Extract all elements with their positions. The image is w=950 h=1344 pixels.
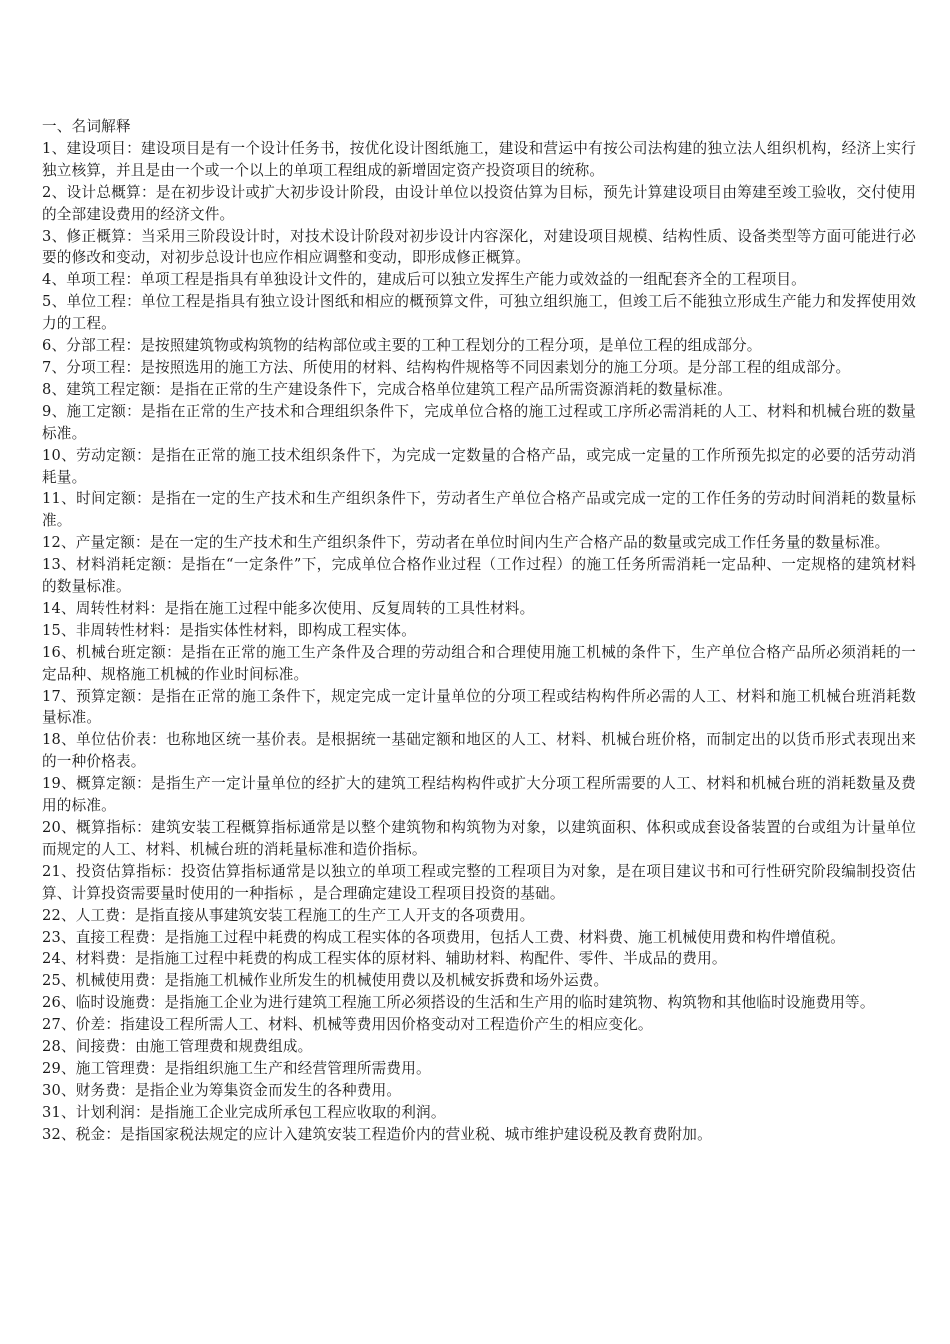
term-entry-9: 9、施工定额：是指在正常的生产技术和合理组织条件下，完成单位合格的施工过程或工序所必需消耗的人工、材料和机械台班的数量标准。 <box>42 402 916 442</box>
term-entry-4: 4、单项工程：单项工程是指具有单独设计文件的，建成后可以独立发挥生产能力或效益的一组配套齐全的工程项目。 <box>42 271 806 289</box>
term-entry-13: 13、材料消耗定额：是指在“一定条件”下，完成单位合格作业过程（工作过程）的施工任务所需消耗一定品种、一定规格的建筑材料的数量标准。 <box>42 556 916 596</box>
term-entry-32: 32、税金：是指国家税法规定的应计入建筑安装工程造价内的营业税、城市维护建设税及教育费附加。 <box>42 1125 712 1143</box>
term-entry-27: 27、价差：指建设工程所需人工、材料、机械等费用因价格变动对工程造价产生的相应变化。 <box>42 1016 653 1034</box>
term-entry-23: 23、直接工程费：是指施工过程中耗费的构成工程实体的各项费用，包括人工费、材料费、施工机械使用费和构件增值税。 <box>42 928 846 946</box>
term-entry-24: 24、材料费：是指施工过程中耗费的构成工程实体的原材料、辅助材料、构配件、零件、半成品的费用。 <box>42 950 727 968</box>
term-entry-30: 30、财务费：是指企业为筹集资金而发生的各种费用。 <box>42 1081 402 1099</box>
term-entry-19: 19、概算定额：是指生产一定计量单位的经扩大的建筑工程结构构件或扩大分项工程所需要的人工、材料和机械台班的消耗数量及费用的标准。 <box>42 775 916 815</box>
term-entry-22: 22、人工费：是指直接从事建筑安装工程施工的生产工人开支的各项费用。 <box>42 906 535 924</box>
term-entry-5: 5、单位工程：单位工程是指具有独立设计图纸和相应的概预算文件，可独立组织施工，但竣工后不能独立形成生产能力和发挥使用效力的工程。 <box>42 293 916 333</box>
term-entry-2: 2、设计总概算：是在初步设计或扩大初步设计阶段，由设计单位以投资估算为目标，预先计算建设项目由筹建至竣工验收，交付使用的全部建设费用的经济文件。 <box>42 183 916 223</box>
term-entry-26: 26、临时设施费：是指施工企业为进行建筑工程施工所必须搭设的生活和生产用的临时建筑物、构筑物和其他临时设施费用等。 <box>42 994 875 1012</box>
term-entry-3: 3、修正概算：当采用三阶段设计时，对技术设计阶段对初步设计内容深化，对建设项目规模、结构性质、设备类型等方面可能进行必要的修改和变动，对初步总设计也应作相应调整和变动，即形成修正概算。 <box>42 227 916 267</box>
term-entry-14: 14、周转性材料：是指在施工过程中能多次使用、反复周转的工具性材料。 <box>42 599 535 617</box>
term-entry-20: 20、概算指标：建筑安装工程概算指标通常是以整个建筑物和构筑物为对象，以建筑面积、体积或成套设备装置的台或组为计量单位而规定的人工、材料、机械台班的消耗量标准和造价指标。 <box>42 819 916 858</box>
term-entry-25: 25、机械使用费：是指施工机械作业所发生的机械使用费以及机械安拆费和场外运费。 <box>42 972 609 990</box>
term-entry-6: 6、分部工程：是按照建筑物或构筑物的结构部位或主要的工种工程划分的工程分项，是单位工程的组成部分。 <box>42 337 762 355</box>
term-entry-31: 31、计划利润：是指施工企业完成所承包工程应收取的利润。 <box>42 1103 446 1121</box>
document-page <box>42 116 916 1146</box>
term-entry-1: 1、建设项目：建设项目是有一个设计任务书，按优化设计图纸施工，建设和营运中有按公司法构建的独立法人组织机构，经济上实行独立核算，并且是由一个或一个以上的单项工程组成的新增固定资产投资项目的统称。 <box>42 139 916 179</box>
term-entry-16: 16、机械台班定额：是指在正常的施工生产条件及合理的劳动组合和合理使用施工机械的条件下，生产单位合格产品所必须消耗的一定品种、规格施工机械的作业时间标准。 <box>42 643 916 683</box>
section-title: 一、名词解释 <box>42 118 131 135</box>
term-entry-17: 17、预算定额：是指在正常的施工条件下，规定完成一定计量单位的分项工程或结构构件所必需的人工、材料和施工机械台班消耗数量标准。 <box>42 687 916 727</box>
term-entry-10: 10、劳动定额：是指在正常的施工技术组织条件下，为完成一定数量的合格产品，或完成一定量的工作所预先拟定的必要的活劳动消耗量。 <box>42 446 916 486</box>
term-entry-29: 29、施工管理费：是指组织施工生产和经营管理所需费用。 <box>42 1059 431 1077</box>
term-entry-28: 28、间接费：由施工管理费和规费组成。 <box>42 1038 313 1056</box>
term-entry-8: 8、建筑工程定额：是指在正常的生产建设条件下，完成合格单位建筑工程产品所需资源消耗的数量标准。 <box>42 380 733 398</box>
term-entry-11: 11、时间定额：是指在一定的生产技术和生产组织条件下，劳动者生产单位合格产品或完成一定的工作任务的劳动时间消耗的数量标准。 <box>42 490 916 530</box>
term-list <box>42 138 916 1146</box>
term-entry-15: 15、非周转性材料：是指实体性材料，即构成工程实体。 <box>42 621 417 639</box>
term-entry-21: 21、投资估算指标：投资估算指标通常是以独立的单项工程或完整的工程项目为对象，是在项目建议书和可行性研究阶段编制投资估算、计算投资需要量时使用的一种指标 ，是合理确定建设工程项目投资的基础。 <box>42 862 916 902</box>
term-entry-7: 7、分项工程：是按照选用的施工方法、所使用的材料、结构构件规格等不同因素划分的施工分项。是分部工程的组成部分。 <box>42 358 851 376</box>
term-entry-18: 18、单位估价表：也称地区统一基价表。是根据统一基础定额和地区的人工、材料、机械台班价格，而制定出的以货币形式表现出来的一种价格表。 <box>42 731 916 771</box>
term-entry-12: 12、产量定额：是在一定的生产技术和生产组织条件下，劳动者在单位时间内生产合格产品的数量或完成工作任务量的数量标准。 <box>42 534 890 552</box>
